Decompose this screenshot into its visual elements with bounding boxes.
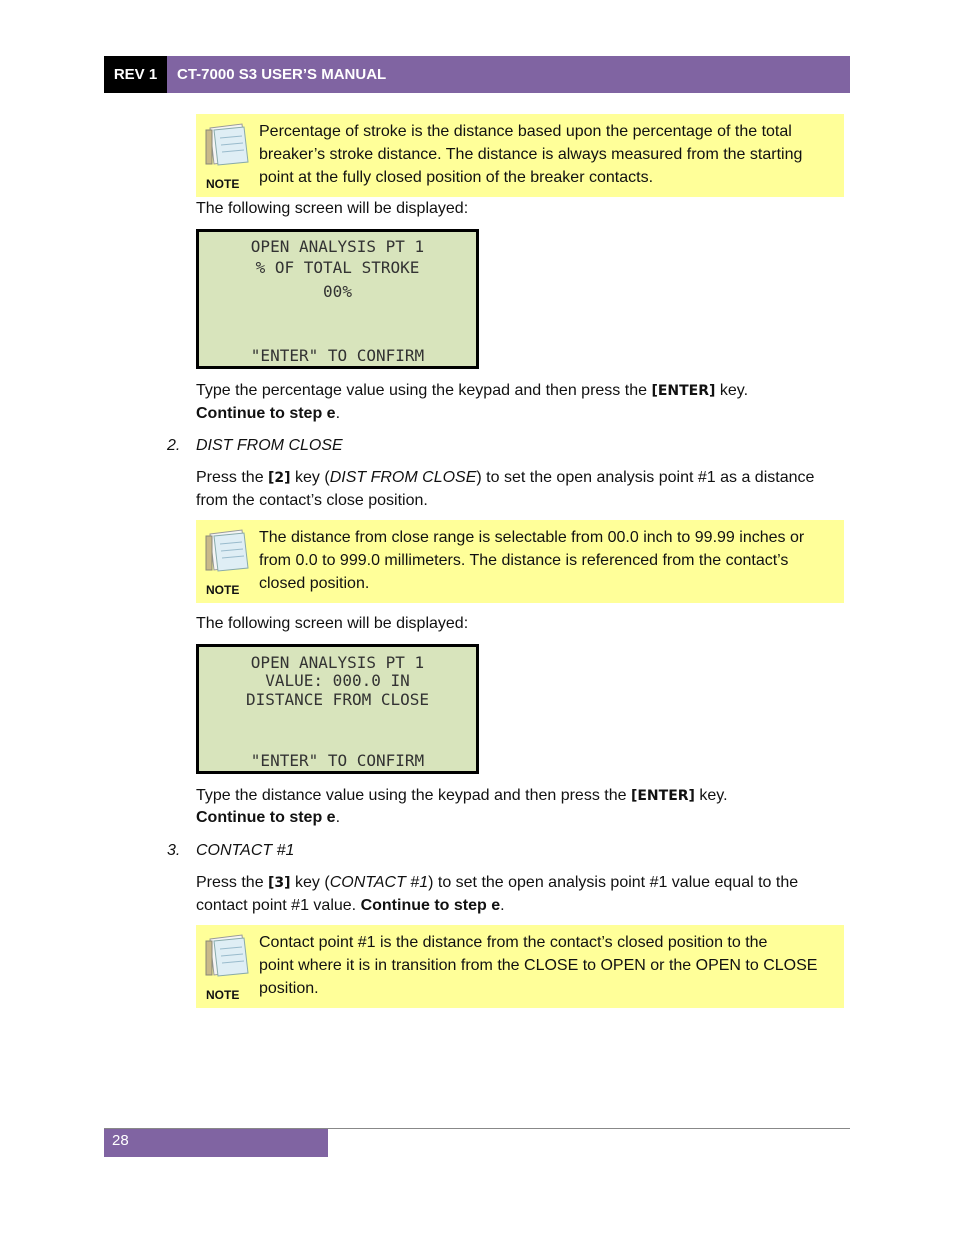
item-2-title: DIST FROM CLOSE (196, 437, 343, 454)
instruction-2: Type the distance value using the keypad and then press the [ENTER] key. (196, 787, 728, 804)
lcd-line: "ENTER" TO CONFIRM (250, 346, 425, 365)
header-title: CT-7000 S3 USER’S MANUAL (167, 56, 850, 93)
lcd-line: OPEN ANALYSIS PT 1 (250, 237, 425, 256)
lcd-line: DISTANCE FROM CLOSE (245, 690, 430, 709)
lcd-screen-1 (196, 229, 479, 369)
item-3-title: CONTACT #1 (196, 842, 295, 859)
lcd-screen-2 (196, 644, 479, 774)
continue-1: Continue to step e. (196, 405, 341, 422)
lcd-line: % OF TOTAL STROKE (255, 258, 420, 277)
item-3-desc: Press the [3] key (CONTACT #1) to set the open analysis point #1 value equal to the (196, 874, 799, 891)
page-number: 28 (104, 1129, 328, 1157)
note-box-2 (196, 520, 844, 603)
lcd-line: "ENTER" TO CONFIRM (250, 751, 425, 770)
item-3-number: 3. (167, 842, 181, 859)
note-label: NOTE (206, 177, 240, 191)
note-text: The distance from close range is selectable from 00.0 inch to 99.99 inches or from 0.0 to 999.0 millimeters. The distance is referenced from the contact’s closed position. (259, 529, 805, 592)
enter-key-label: [ENTER] (630, 788, 695, 804)
enter-key-label: [ENTER] (651, 383, 716, 399)
continue-2: Continue to step e. (196, 809, 341, 826)
item-2-desc: Press the [2] key (DIST FROM CLOSE) to set the open analysis point #1 as a distance (196, 469, 815, 486)
instruction-1: Type the percentage value using the keypad and then press the [ENTER] key. (196, 382, 749, 399)
item-3-desc-2: contact point #1 value. Continue to step e. (196, 897, 505, 914)
item-2-number: 2. (167, 437, 181, 454)
note-label: NOTE (206, 988, 240, 1002)
note-box-1 (196, 114, 844, 197)
following-screen-text-2: The following screen will be displayed: (196, 615, 469, 632)
note-text: Percentage of stroke is the distance based upon the percentage of the total breaker’s stroke distance. The distance is always measured from the starting point at the fully closed position of the breaker contacts. (259, 123, 803, 186)
lcd-line: VALUE: 000.0 IN (265, 671, 410, 690)
note-label: NOTE (206, 583, 240, 597)
item-2-desc-2: from the contact’s close position. (196, 492, 428, 509)
notepad-icon (202, 931, 252, 981)
lcd-line: 00% (323, 282, 352, 301)
header-rev: REV 1 (104, 56, 167, 93)
lcd-line: OPEN ANALYSIS PT 1 (250, 653, 425, 672)
note-text: Contact point #1 is the distance from the contact’s closed position to the point where it is in transition from the CLOSE to OPEN or the OPEN to CLOSE position. (259, 934, 818, 997)
notepad-icon (202, 120, 252, 170)
following-screen-text-1: The following screen will be displayed: (196, 200, 469, 217)
notepad-icon (202, 526, 252, 576)
note-box-3 (196, 925, 844, 1008)
